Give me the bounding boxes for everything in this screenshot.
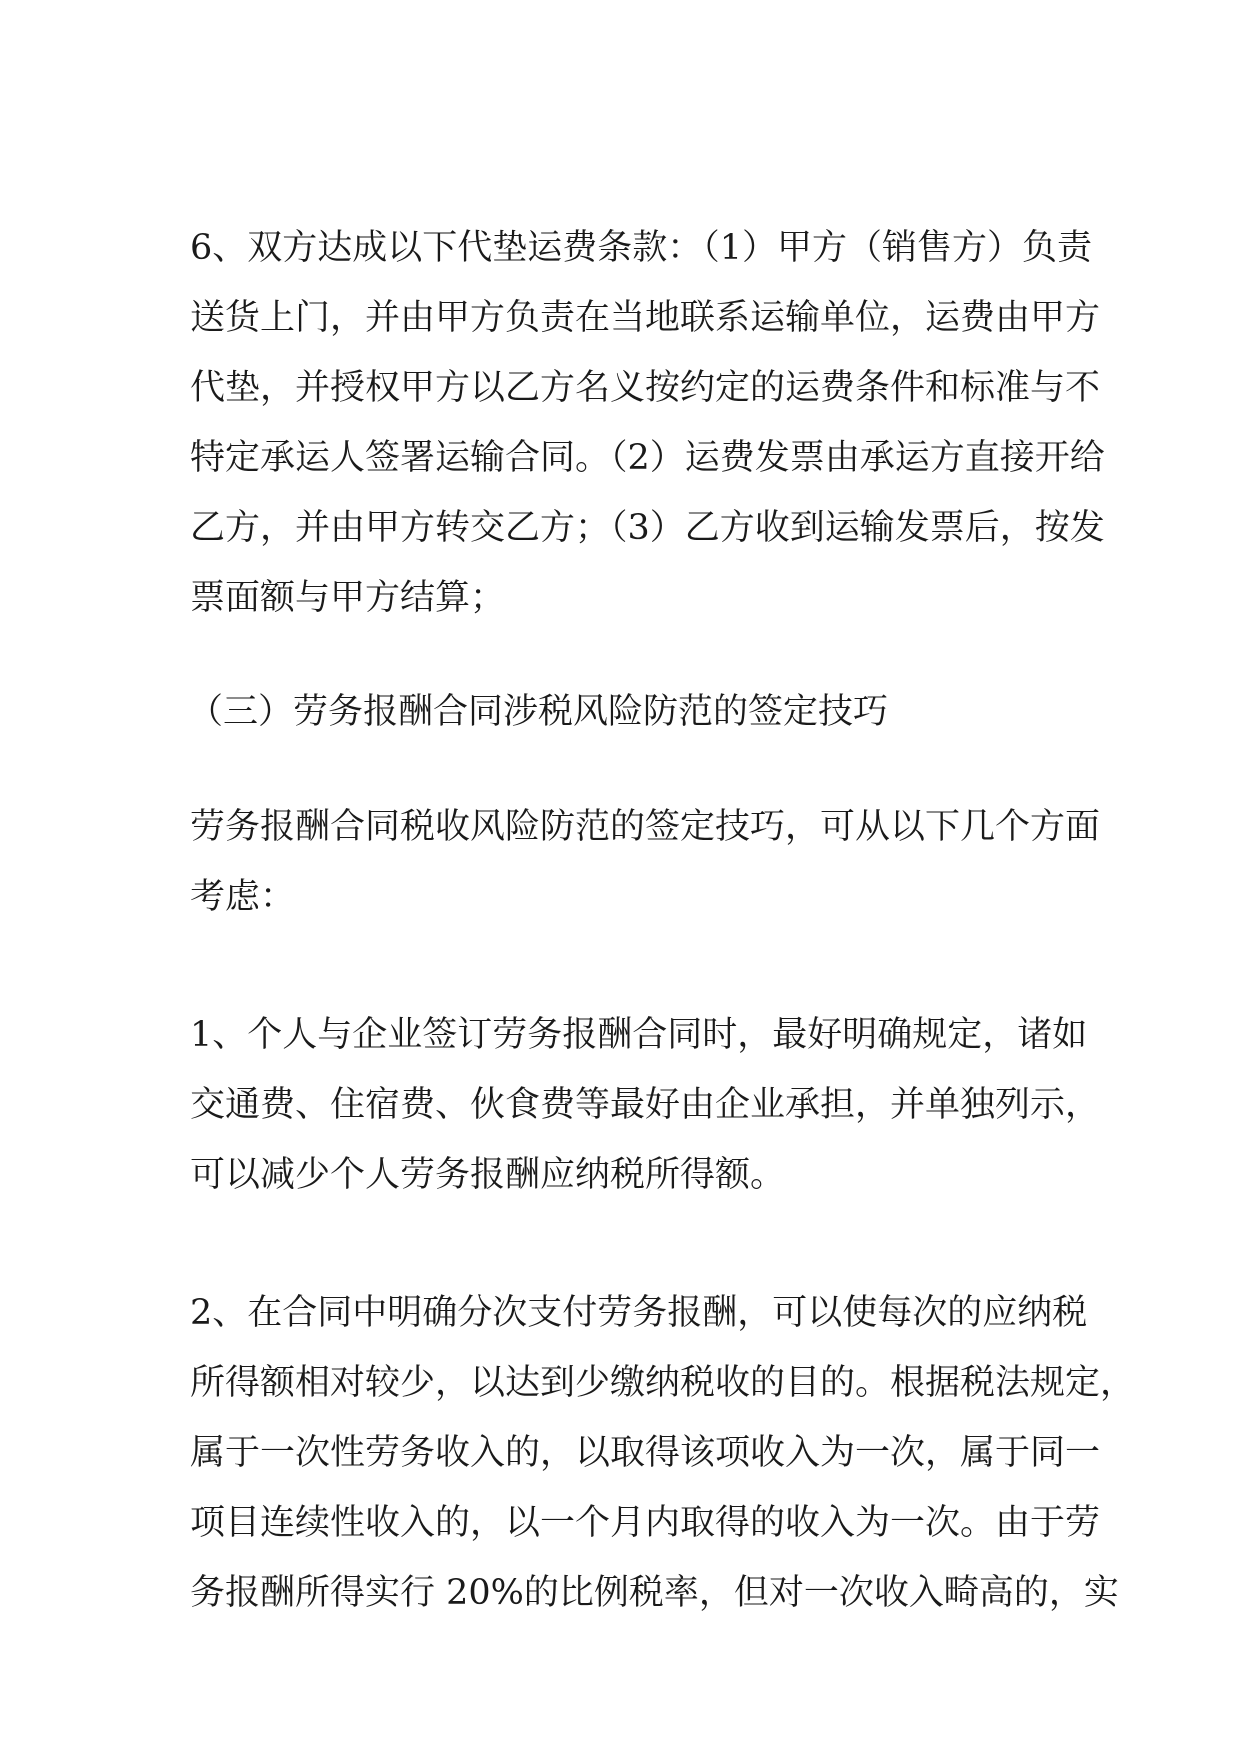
paragraph-6-line-3: 代垫，并授权甲方以乙方名义按约定的运费条件和标准与不: [190, 368, 1101, 408]
paragraph-6-line-1: 6、双方达成以下代垫运费条款：（1）甲方（销售方）负责: [190, 228, 1093, 268]
paragraph-6-line-5: 乙方，并由甲方转交乙方；（3）乙方收到运输发票后，按发: [190, 508, 1105, 548]
paragraph-2-line-4: 项目连续性收入的，以一个月内取得的收入为一次。由于劳: [190, 1503, 1101, 1543]
paragraph-6-line-4: 特定承运人签署运输合同。（2）运费发票由承运方直接开给: [190, 438, 1105, 478]
paragraph-2-line-3: 属于一次性劳务收入的，以取得该项收入为一次，属于同一: [190, 1433, 1101, 1473]
intro-line-2: 考虑：: [190, 877, 296, 917]
paragraph-6-line-6: 票面额与甲方结算；: [190, 578, 506, 618]
section-heading: （三）劳务报酬合同涉税风险防范的签定技巧: [188, 692, 889, 732]
paragraph-1-line-2: 交通费、住宿费、伙食费等最好由企业承担，并单独列示，: [190, 1085, 1101, 1125]
paragraph-2-line-2: 所得额相对较少，以达到少缴纳税收的目的。根据税法规定，: [190, 1363, 1136, 1403]
paragraph-2-line-5: 务报酬所得实行 20%的比例税率，但对一次收入畸高的，实: [190, 1573, 1119, 1613]
paragraph-6-line-2: 送货上门，并由甲方负责在当地联系运输单位，运费由甲方: [190, 298, 1101, 338]
intro-line-1: 劳务报酬合同税收风险防范的签定技巧，可从以下几个方面: [190, 807, 1101, 847]
paragraph-2-line-1: 2、在合同中明确分次支付劳务报酬，可以使每次的应纳税: [190, 1293, 1088, 1333]
paragraph-1-line-3: 可以减少个人劳务报酬应纳税所得额。: [190, 1155, 786, 1195]
paragraph-1-line-1: 1、个人与企业签订劳务报酬合同时，最好明确规定，诸如: [190, 1015, 1088, 1055]
